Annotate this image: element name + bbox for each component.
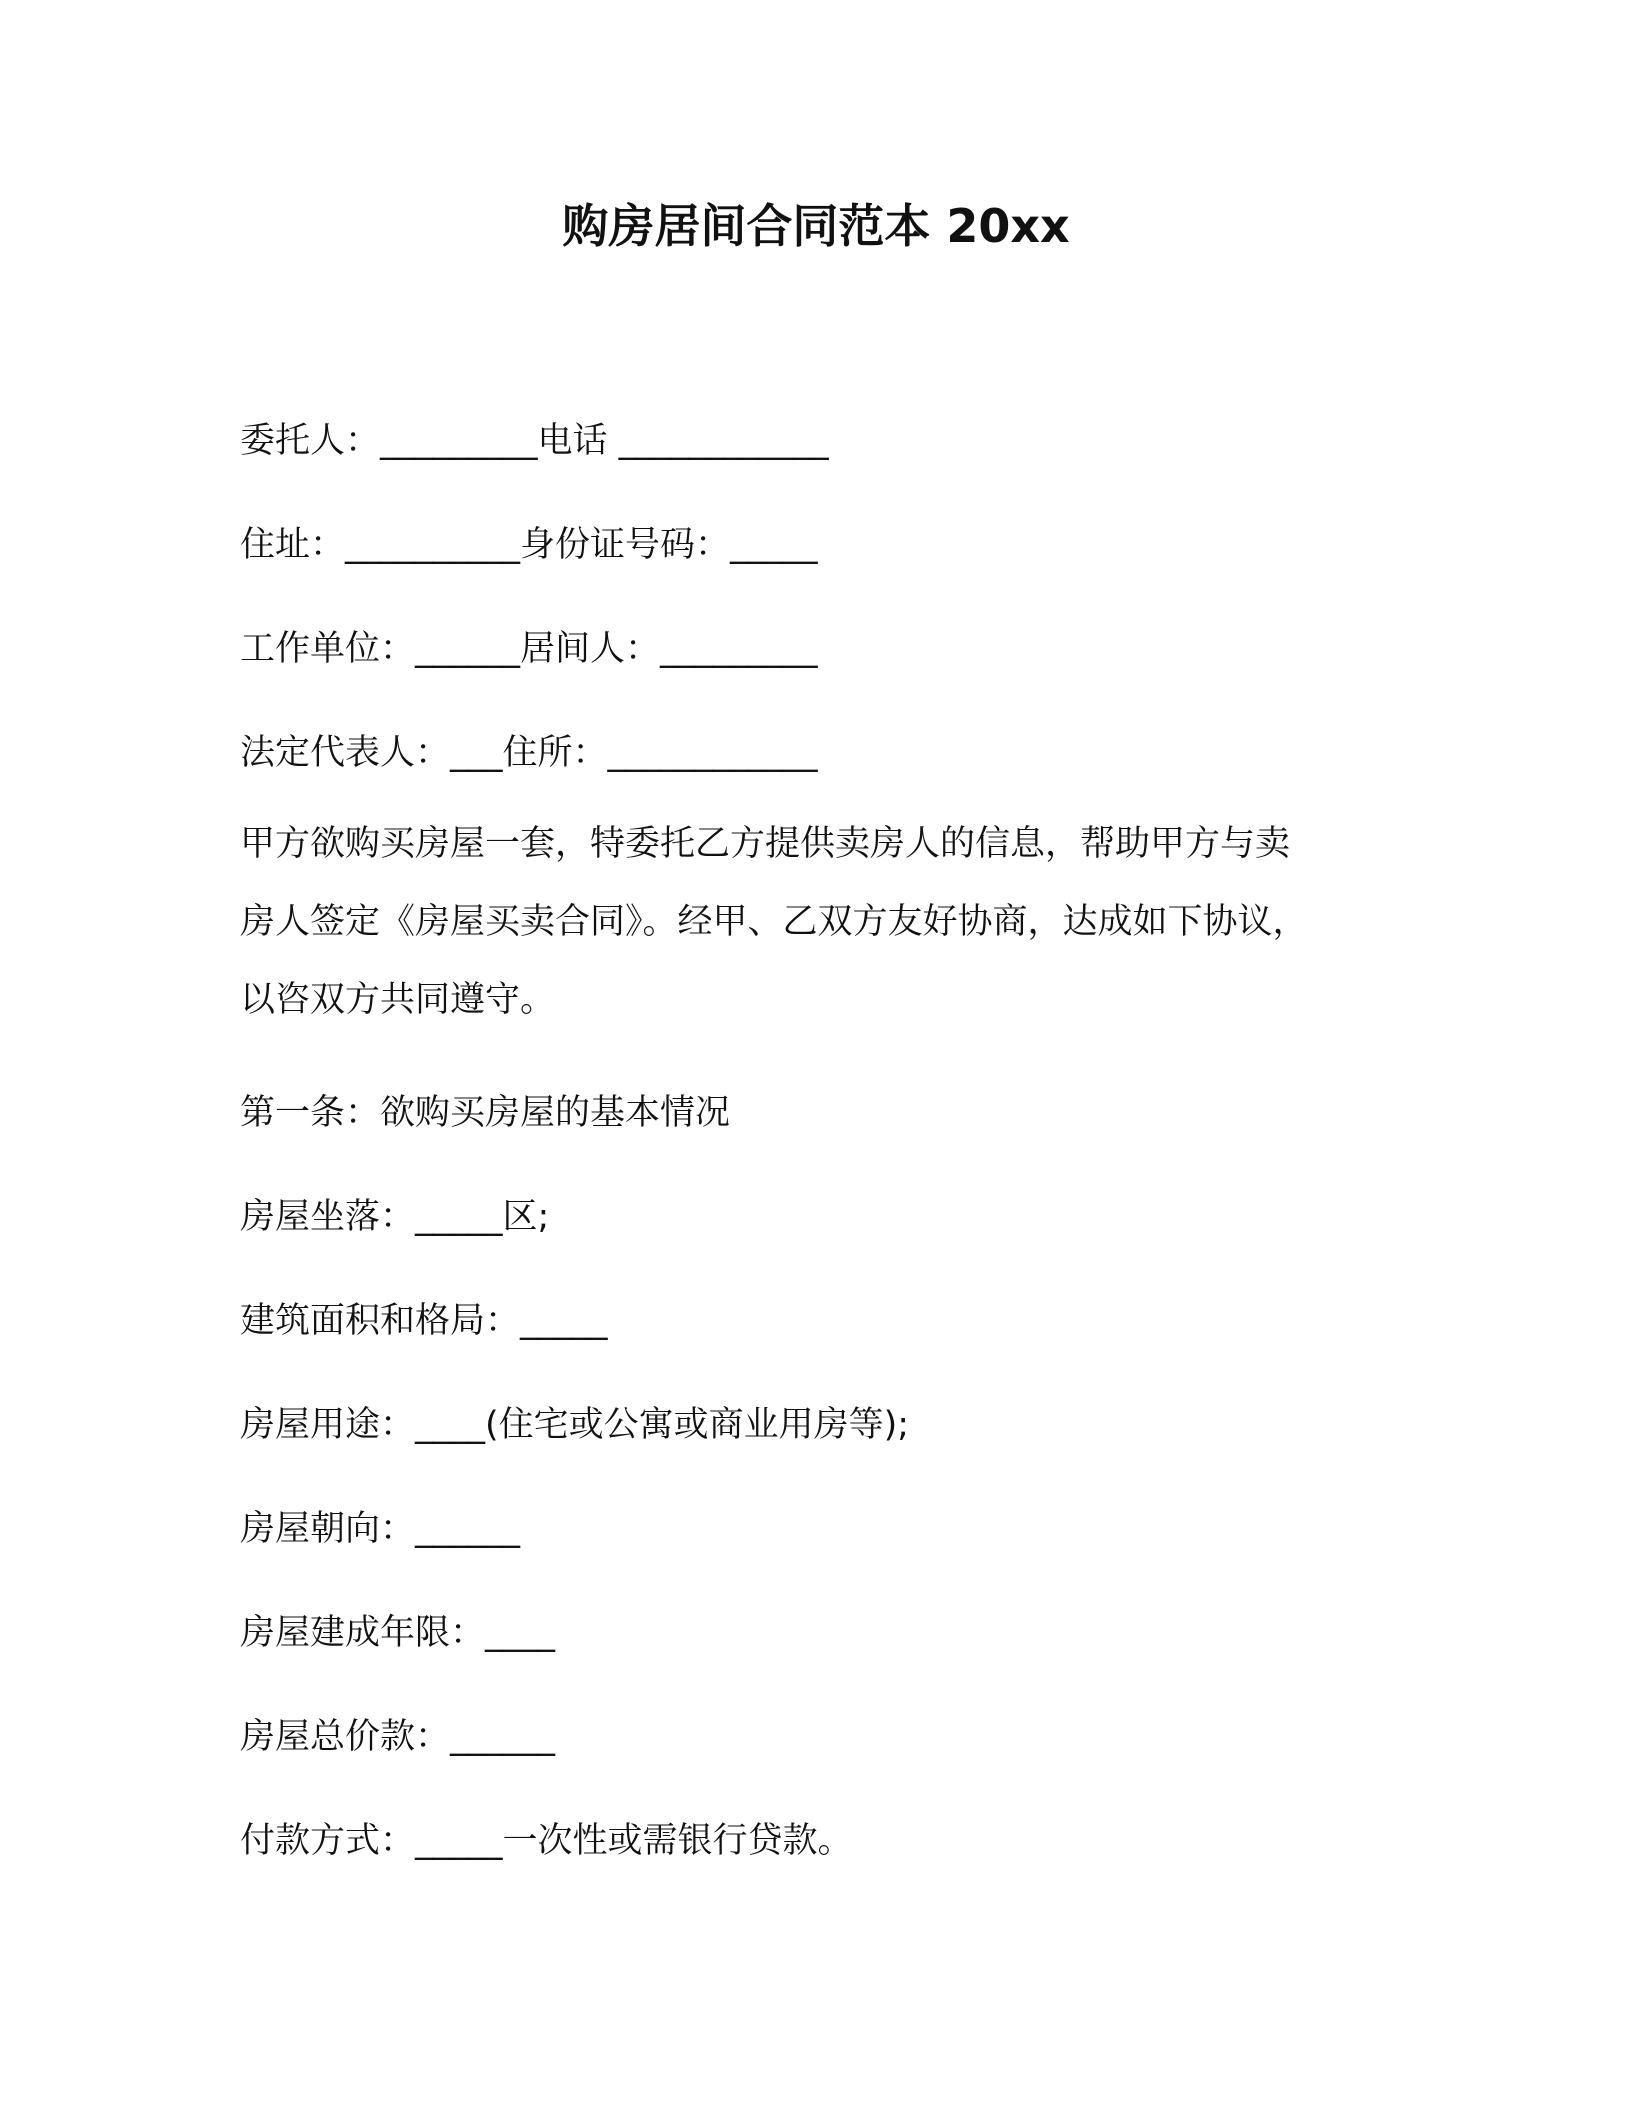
article1-item-location: 房屋坐落：_____区; — [240, 1197, 550, 1237]
article1-item-usage: 房屋用途：____(住宅或公寓或商业用房等); — [240, 1405, 910, 1445]
intro-line-3: 以咨双方共同遵守。 — [240, 980, 556, 1020]
intro-line-1: 甲方欲购买房屋一套，特委托乙方提供卖房人的信息，帮助甲方与卖 — [240, 824, 1291, 864]
party-line-address: 住址：__________身份证号码：_____ — [240, 525, 818, 565]
article1-item-area: 建筑面积和格局：_____ — [240, 1301, 608, 1341]
document-title: 购房居间合同范本 20xx — [562, 199, 1070, 253]
article1-item-orientation: 房屋朝向：______ — [240, 1509, 521, 1549]
article1-item-payment: 付款方式：_____一次性或需银行贷款。 — [240, 1821, 853, 1861]
intro-line-2: 房人签定《房屋买卖合同》。经甲、乙双方友好协商，达成如下协议， — [240, 902, 1308, 942]
article1-item-build-year: 房屋建成年限：____ — [240, 1613, 556, 1653]
article1-item-total-price: 房屋总价款：______ — [240, 1717, 556, 1757]
intro-paragraph — [240, 805, 1400, 1039]
party-line-representative: 法定代表人：___住所：____________ — [240, 733, 818, 773]
document-body — [240, 415, 1400, 1867]
article1-heading: 第一条：欲购买房屋的基本情况 — [240, 1093, 731, 1133]
party-line-workplace: 工作单位：______居间人：_________ — [240, 629, 818, 669]
party-line-client: 委托人：_________电话 ____________ — [240, 421, 829, 461]
